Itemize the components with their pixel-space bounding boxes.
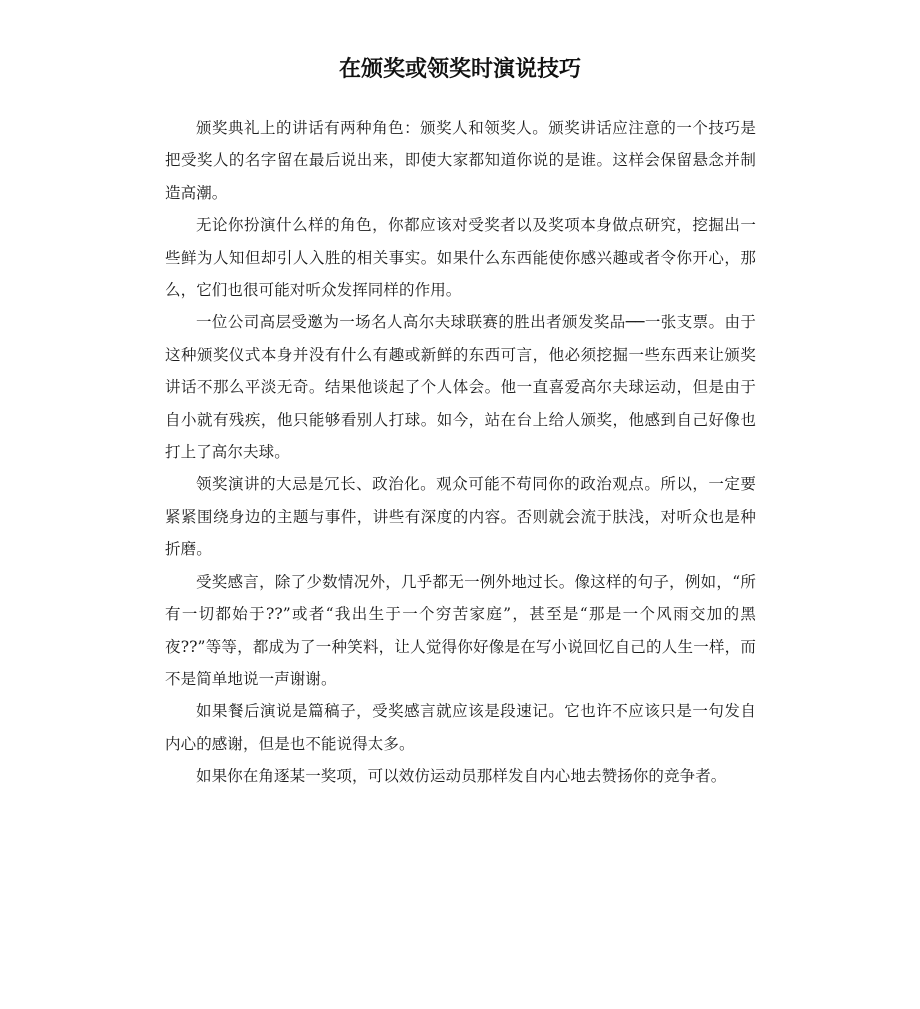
paragraph-2: 无论你扮演什么样的角色，你都应该对受奖者以及奖项本身做点研究，挖掘出一些鲜为人知但却引人入胜的相关事实。如果什么东西能使你感兴趣或者令你开心，那么，它们也很可能对听众发挥同样的作用。 <box>165 216 756 300</box>
paragraph-1: 颁奖典礼上的讲话有两种角色：颁奖人和领奖人。颁奖讲话应注意的一个技巧是把受奖人的名字留在最后说出来，即使大家都知道你说的是谁。这样会保留悬念并制造高潮。 <box>165 119 756 202</box>
paragraph-6: 如果餐后演说是篇稿子，受奖感言就应该是段速记。它也许不应该只是一句发自内心的感谢，但是也不能说得太多。 <box>165 702 756 753</box>
paragraph-7: 如果你在角逐某一奖项，可以效仿运动员那样发自内心地去赞扬你的竞争者。 <box>196 767 727 786</box>
paragraph-3: 一位公司高层受邀为一场名人高尔夫球联赛的胜出者颁发奖品──一张支票。由于这种颁奖仪式本身并没有什么有趣或新鲜的东西可言，他必须挖掘一些东西来让颁奖讲话不那么平淡无奇。结果他谈起了个人体会。他一直喜爱高尔夫球运动，但是由于自小就有残疾，他只能够看别人打球。如今，站在台上给人颁奖，他感到自己好像也打上了高尔夫球。 <box>165 313 756 462</box>
document-body <box>165 112 756 793</box>
document-title: 在颁奖或领奖时演说技巧 <box>338 57 581 82</box>
paragraph-4: 领奖演讲的大忌是冗长、政治化。观众可能不苟同你的政治观点。所以，一定要紧紧围绕身边的主题与事件，讲些有深度的内容。否则就会流于肤浅，对听众也是种折磨。 <box>165 475 756 559</box>
paragraph-5: 受奖感言，除了少数情况外，几乎都无一例外地过长。像这样的句子，例如，“所有一切都始于??”或者“我出生于一个穷苦家庭”，甚至是“那是一个风雨交加的黑夜??”等等，都成为了一种笑料，让人觉得你好像是在写小说回忆自己的人生一样，而不是简单地说一声谢谢。 <box>165 572 756 688</box>
